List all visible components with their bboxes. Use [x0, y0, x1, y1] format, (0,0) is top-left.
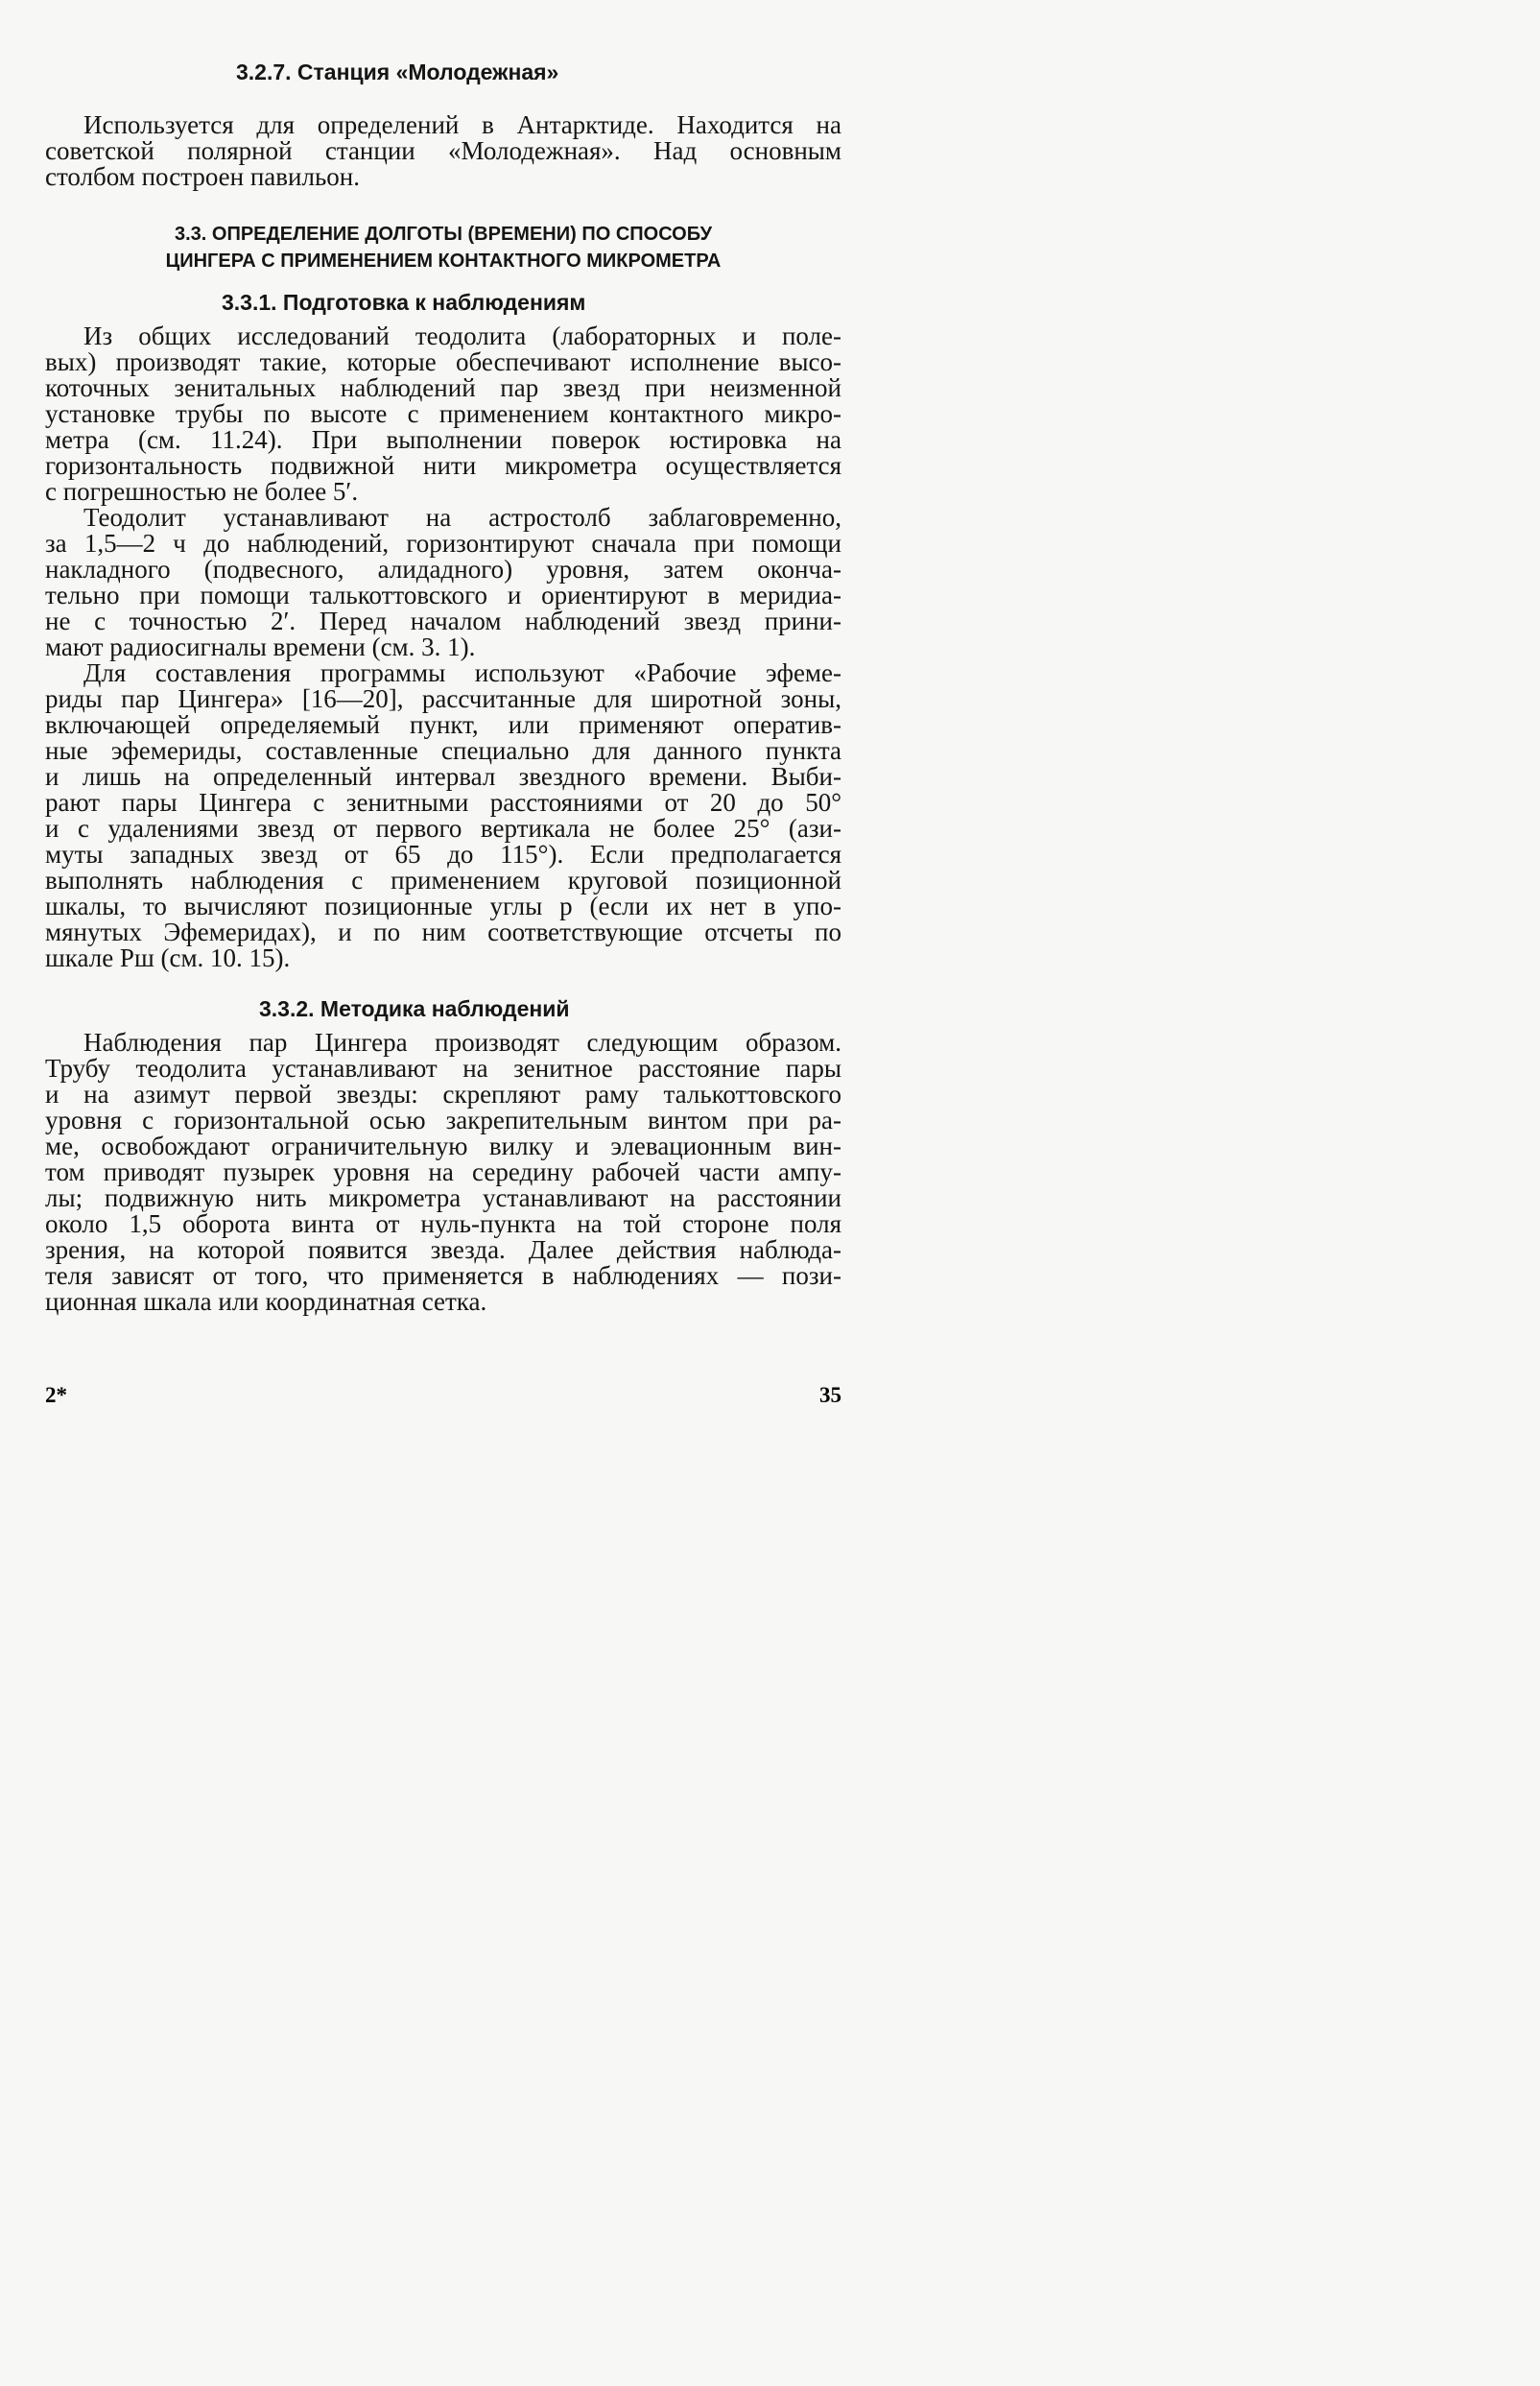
text-line: включающей определяемый пункт, или применяют оператив- — [45, 710, 841, 739]
page-number: 35 — [819, 1383, 841, 1407]
text-line: коточных зенитальных наблюдений пар звезд при неизменной — [45, 373, 841, 402]
text-line: и лишь на определенный интервал звездного времени. Выби- — [45, 762, 841, 791]
text-line: Наблюдения пар Цингера производят следующим образом. — [83, 1028, 841, 1057]
section-33-title-line: 3.3. ОПРЕДЕЛЕНИЕ ДОЛГОТЫ (ВРЕМЕНИ) ПО СПОСОБУ — [174, 224, 713, 245]
section-331-heading — [45, 290, 841, 316]
section-331-paragraph-3 — [45, 660, 841, 971]
text-line: тельно при помощи талькоттовского и ориентируют в меридиа- — [45, 581, 841, 609]
text-line: риды пар Цингера» [16—20], рассчитанные для широтной зоны, — [45, 684, 841, 713]
text-line: ционная шкала или координатная сетка. — [45, 1287, 487, 1316]
text-line: муты западных звезд от 65 до 115°). Если предполагается — [45, 840, 841, 869]
text-line: Для составления программы используют «Рабочие эфеме- — [83, 658, 841, 687]
section-332-heading — [45, 996, 841, 1022]
section-327-heading — [45, 60, 841, 85]
text-line: ме, освобождают ограничительную вилку и элевационным вин- — [45, 1132, 841, 1160]
text-line: рают пары Цингера с зенитными расстояниями от 20 до 50° — [45, 788, 841, 817]
text-line: ные эфемериды, составленные специально для данного пункта — [45, 736, 841, 765]
text-line: шкалы, то вычисляют позиционные углы p (если их нет в упо- — [45, 892, 841, 920]
text-line: том приводят пузырек уровня на середину рабочей части ампу- — [45, 1157, 841, 1186]
text-line: Теодолит устанавливают на астростолб заблаговременно, — [83, 503, 841, 532]
section-331-paragraph-2 — [45, 505, 841, 660]
text-line: столбом построен павильон. — [45, 162, 360, 191]
text-line: советской полярной станции «Молодежная». Над основным — [45, 136, 841, 165]
text-line: около 1,5 оборота винта от нуль-пункта на той стороне поля — [45, 1209, 841, 1238]
text-line: и на азимут первой звезды: скрепляют раму талькоттовского — [45, 1080, 841, 1109]
page-footer — [45, 1382, 841, 1409]
text-line: мянутых Эфемеридах), и по ним соответствующие отсчеты по — [45, 918, 841, 946]
text-line: установке трубы по высоте с применением контактного микро- — [45, 399, 841, 428]
section-33-heading — [45, 221, 841, 274]
page-text — [45, 60, 841, 1315]
section-327-paragraph — [45, 112, 841, 190]
text-line: мают радиосигналы времени (см. 3. 1). — [45, 632, 476, 661]
section-331-paragraph-1 — [45, 323, 841, 505]
text-line: метра (см. 11.24). При выполнении поверок юстировка на — [45, 425, 841, 454]
text-line: вых) производят такие, которые обеспечивают исполнение высо- — [45, 347, 841, 376]
text-line: не с точностью 2′. Перед началом наблюдений звезд прини- — [45, 607, 841, 635]
text-line: за 1,5—2 ч до наблюдений, горизонтируют сначала при помощи — [45, 529, 841, 558]
text-line: с погрешностью не более 5′. — [45, 477, 359, 506]
text-line: зрения, на которой появится звезда. Далее действия наблюда- — [45, 1235, 841, 1264]
section-331-title: 3.3.1. Подготовка к наблюдениям — [222, 290, 586, 315]
signature-mark: 2* — [45, 1383, 67, 1407]
section-33-title-line: ЦИНГЕРА С ПРИМЕНЕНИЕМ КОНТАКТНОГО МИКРОМЕТРА — [165, 251, 722, 272]
text-line: шкале Pш (см. 10. 15). — [45, 943, 291, 972]
text-line: накладного (подвесного, алидадного) уровня, затем оконча- — [45, 555, 841, 584]
text-line: и с удалениями звезд от первого вертикала не более 25° (ази- — [45, 814, 841, 843]
text-line: горизонтальность подвижной нити микрометра осуществляется — [45, 451, 841, 480]
text-line: Трубу теодолита устанавливают на зенитное расстояние пары — [45, 1054, 841, 1083]
text-line: Используется для определений в Антарктиде. Находится на — [83, 110, 841, 139]
text-line: уровня с горизонтальной осью закрепительным винтом при ра- — [45, 1106, 841, 1134]
text-line: теля зависят от того, что применяется в наблюдениях — пози- — [45, 1261, 841, 1290]
text-line: выполнять наблюдения с применением круговой позиционной — [45, 866, 841, 895]
section-332-paragraph — [45, 1030, 841, 1315]
text-line: Из общих исследований теодолита (лабораторных и поле- — [83, 322, 841, 350]
section-332-title: 3.3.2. Методика наблюдений — [259, 996, 570, 1021]
text-line: лы; подвижную нить микрометра устанавливают на расстоянии — [45, 1183, 841, 1212]
section-327-title: 3.2.7. Станция «Молодежная» — [236, 60, 559, 84]
